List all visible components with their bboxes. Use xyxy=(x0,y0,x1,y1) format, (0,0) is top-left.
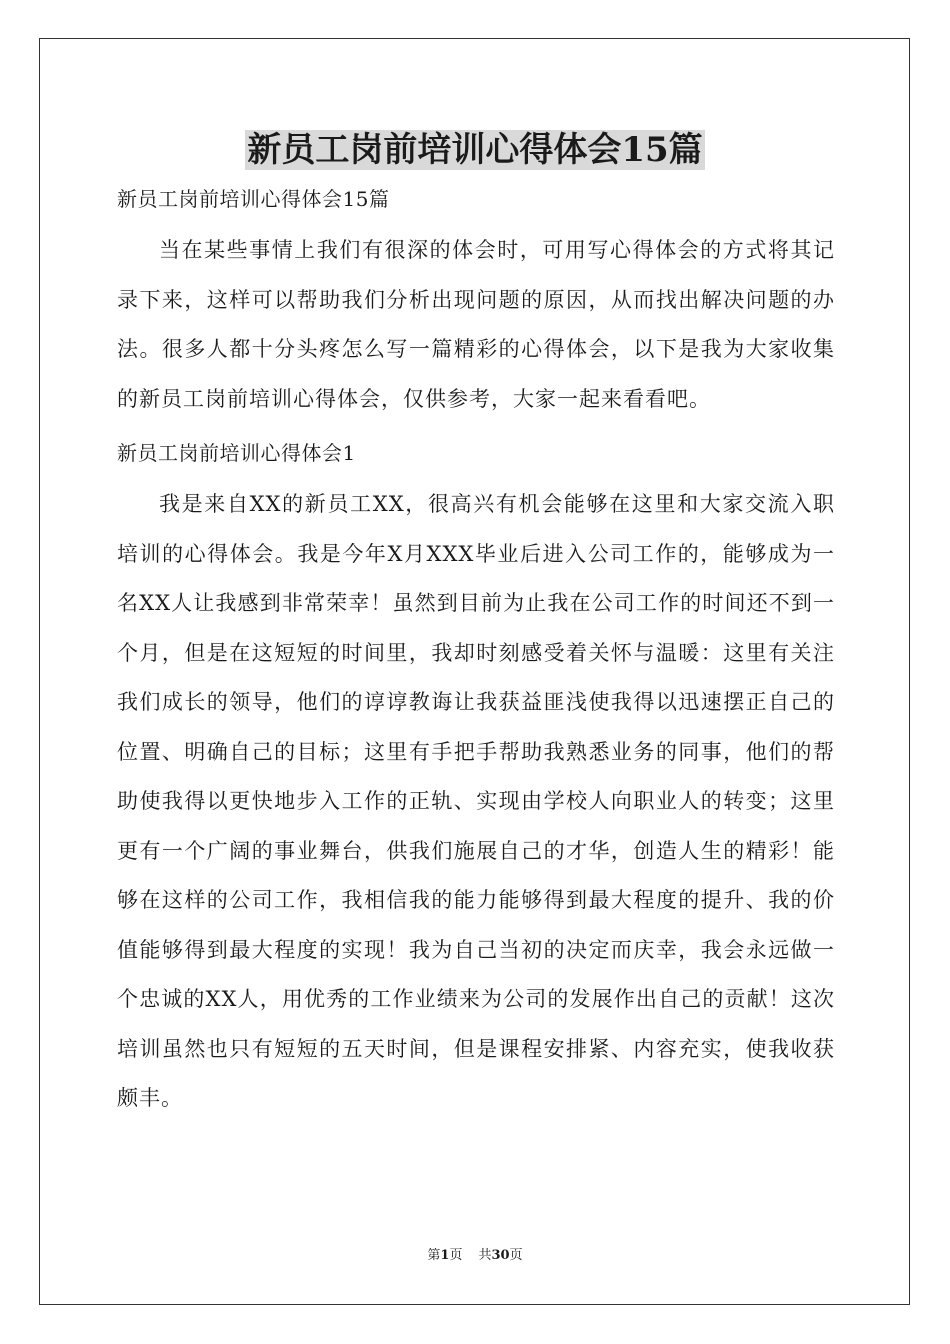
intro-paragraph: 当在某些事情上我们有很深的体会时，可用写心得体会的方式将其记录下来，这样可以帮助我们分析出现问题的原因，从而找出解决问题的办法。很多人都十分头疼怎么写一篇精彩的心得体会，以下是我为大家收集的新员工岗前培训心得体会，仅供参考，大家一起来看看吧。 xyxy=(117,238,835,411)
page-number-prefix: 第 xyxy=(427,1248,441,1263)
page-total-prefix: 共 xyxy=(478,1248,492,1263)
section-heading: 新员工岗前培训心得体会1 xyxy=(117,441,356,465)
page-footer xyxy=(0,1247,950,1265)
document-subtitle: 新员工岗前培训心得体会15篇 xyxy=(117,187,390,211)
page-number-current: 1 xyxy=(440,1248,450,1263)
document-title xyxy=(0,128,950,172)
page-total-suffix: 页 xyxy=(509,1248,523,1263)
document-title-text: 新员工岗前培训心得体会15篇 xyxy=(247,130,703,170)
page-total-count: 30 xyxy=(491,1248,510,1263)
document-body xyxy=(117,176,835,1124)
section-paragraph: 我是来自XX的新员工XX，很高兴有机会能够在这里和大家交流入职培训的心得体会。我是今年X月XXX毕业后进入公司工作的，能够成为一名XX人让我感到非常荣幸！虽然到目前为止我在公司工作的时间还不到一个月，但是在这短短的时间里，我却时刻感受着关怀与温暖：这里有关注我们成长的领导，他们的谆谆教诲让我获益匪浅使我得以迅速摆正自己的位置、明确自己的目标；这里有手把手帮助我熟悉业务的同事，他们的帮助使我得以更快地步入工作的正轨、实现由学校人向职业人的转变；这里更有一个广阔的事业舞台，供我们施展自己的才华，创造人生的精彩！能够在这样的公司工作，我相信我的能力能够得到最大程度的提升、我的价值能够得到最大程度的实现！我为自己当初的决定而庆幸，我会永远做一个忠诚的XX人，用优秀的工作业绩来为公司的发展作出自己的贡献！这次培训虽然也只有短短的五天时间，但是课程安排紧、内容充实，使我收获颇丰。 xyxy=(117,492,835,1110)
page-number-suffix: 页 xyxy=(449,1248,463,1263)
